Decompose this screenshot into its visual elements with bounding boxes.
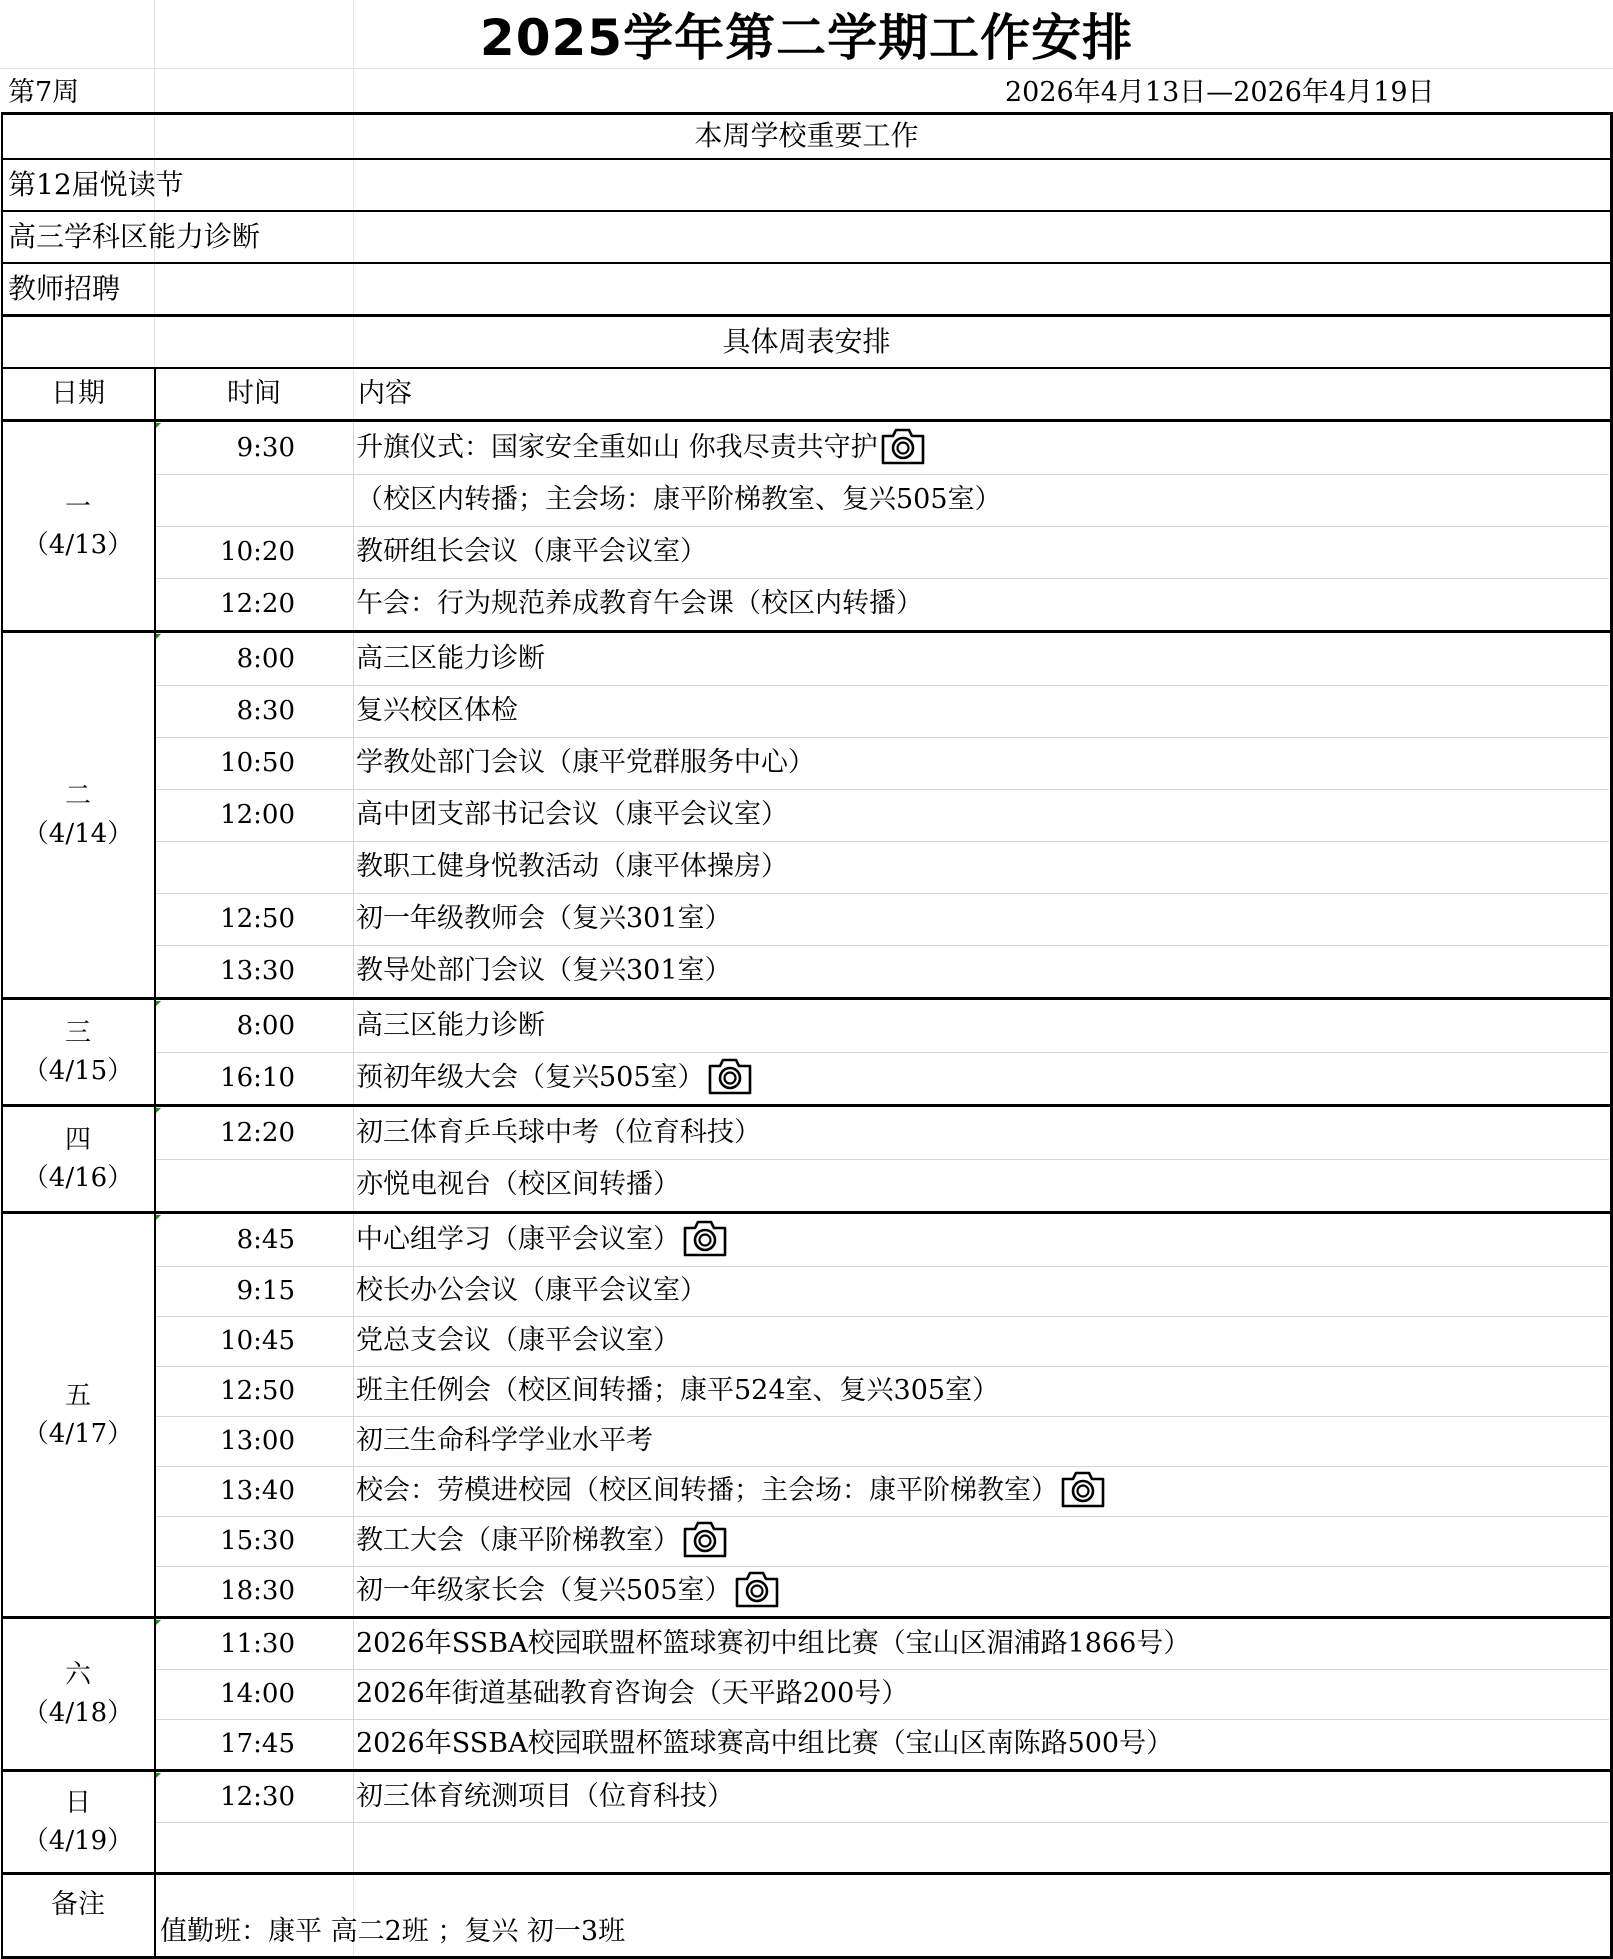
time-cell: 12:20 — [220, 1118, 295, 1148]
content-cell: 教职工健身悦教活动（康平体操房） — [356, 851, 788, 882]
cell-marker — [156, 1108, 161, 1113]
column-header-content: 内容 — [358, 378, 412, 409]
schedule-heading: 具体周表安排 — [722, 325, 891, 358]
content-cell: 教导处部门会议（复兴301室） — [356, 955, 732, 986]
time-cell: 9:15 — [236, 1276, 295, 1306]
column-divider — [154, 1619, 156, 1769]
column-divider — [154, 1000, 156, 1104]
time-cell: 16:10 — [220, 1063, 295, 1093]
camera-icon — [734, 1569, 780, 1609]
page-title: 2025学年第二学期工作安排 — [479, 9, 1134, 67]
day-cell — [2, 1377, 154, 1453]
day-date-label: （4/17） — [22, 1419, 134, 1449]
column-divider-time — [353, 1772, 354, 1872]
duty-class-text: 值勤班：康平 高二2班 ；复兴 初一3班 — [160, 1916, 626, 1947]
row-divider — [1, 1872, 1613, 1875]
content-cell: 校长办公会议（康平会议室） — [356, 1275, 707, 1306]
important-item: 教师招聘 — [8, 272, 121, 305]
column-divider-time — [353, 1214, 354, 1616]
column-divider — [154, 369, 156, 419]
camera-icon — [707, 1056, 753, 1096]
important-item: 第12届悦读节 — [8, 168, 184, 201]
content-cell: 校会：劳模进校园（校区间转播；主会场：康平阶梯教室） — [356, 1466, 1106, 1516]
day-cell — [2, 1784, 154, 1860]
content-cell: 初三生命科学学业水平考 — [356, 1425, 653, 1456]
day-date-label: （4/15） — [22, 1056, 134, 1086]
row-subdivider — [155, 1822, 1609, 1823]
day-date-label: （4/18） — [22, 1698, 134, 1728]
cell-marker — [156, 1001, 161, 1006]
day-date-label: （4/14） — [22, 819, 134, 849]
column-divider-time — [353, 1619, 354, 1769]
content-cell: 班主任例会（校区间转播；康平524室、复兴305室） — [356, 1375, 1000, 1406]
column-header-date: 日期 — [51, 378, 105, 409]
content-cell: 学教处部门会议（康平党群服务中心） — [356, 747, 815, 778]
time-cell: 13:00 — [220, 1426, 295, 1456]
day-cell — [2, 777, 154, 853]
column-divider-time — [353, 1000, 354, 1104]
time-cell: 12:20 — [220, 589, 295, 619]
weekday-label: 五 — [64, 1381, 91, 1411]
camera-icon — [682, 1218, 728, 1258]
cell-marker — [156, 1773, 161, 1778]
column-divider — [154, 1214, 156, 1616]
content-cell: 初三体育乒乓球中考（位育科技） — [356, 1117, 761, 1148]
weekday-label: 一 — [64, 492, 91, 522]
important-work-heading: 本周学校重要工作 — [694, 119, 919, 152]
content-cell: 预初年级大会（复兴505室） — [356, 1052, 753, 1104]
column-divider — [154, 1853, 156, 1956]
day-cell — [2, 1656, 154, 1732]
content-cell: 高三区能力诊断 — [356, 643, 545, 674]
content-cell: 教研组长会议（康平会议室） — [356, 536, 707, 567]
important-item: 高三学科区能力诊断 — [8, 220, 261, 253]
row-divider — [1, 158, 1613, 160]
column-divider-time — [353, 422, 354, 630]
time-cell: 11:30 — [220, 1629, 295, 1659]
weekday-label: 三 — [64, 1018, 91, 1048]
week-label: 第7周 — [8, 77, 80, 108]
time-cell: 15:30 — [220, 1526, 295, 1556]
content-cell: 升旗仪式：国家安全重如山 你我尽责共守护 — [356, 422, 926, 474]
time-cell — [155, 841, 295, 893]
time-cell: 8:30 — [236, 696, 295, 726]
weekday-label: 日 — [64, 1788, 91, 1818]
content-cell: 高中团支部书记会议（康平会议室） — [356, 799, 788, 830]
time-cell: 10:20 — [220, 537, 295, 567]
content-cell: 2026年街道基础教育咨询会（天平路200号） — [356, 1678, 909, 1709]
column-header-time: 时间 — [227, 378, 281, 409]
content-cell: （校区内转播；主会场：康平阶梯教室、复兴505室） — [356, 484, 1002, 515]
day-cell — [2, 1121, 154, 1197]
cell-marker — [156, 1620, 161, 1625]
column-divider — [154, 633, 156, 997]
cell-marker — [156, 1215, 161, 1220]
content-cell: 复兴校区体检 — [356, 695, 518, 726]
content-cell: 亦悦电视台（校区间转播） — [356, 1169, 680, 1200]
time-cell: 8:00 — [236, 644, 295, 674]
day-cell — [2, 488, 154, 564]
content-cell: 2026年SSBA校园联盟杯篮球赛初中组比赛（宝山区湄浦路1866号） — [356, 1628, 1191, 1659]
time-cell — [155, 1159, 295, 1211]
content-cell: 教工大会（康平阶梯教室） — [356, 1516, 728, 1566]
cell-marker — [156, 423, 161, 428]
weekday-label: 四 — [64, 1125, 91, 1155]
time-cell: 9:30 — [236, 433, 295, 463]
time-cell — [155, 474, 295, 526]
content-cell: 初一年级教师会（复兴301室） — [356, 903, 732, 934]
camera-icon — [880, 426, 926, 466]
time-cell: 10:45 — [220, 1326, 295, 1356]
remarks-label: 备注 — [51, 1889, 105, 1920]
day-cell — [2, 1014, 154, 1090]
column-divider — [154, 1107, 156, 1211]
time-cell: 12:50 — [220, 1376, 295, 1406]
column-divider-time — [353, 1107, 354, 1211]
time-cell: 10:50 — [220, 748, 295, 778]
time-cell: 12:00 — [220, 800, 295, 830]
time-cell: 13:30 — [220, 956, 295, 986]
content-cell: 中心组学习（康平会议室） — [356, 1214, 728, 1266]
time-cell — [155, 1822, 295, 1872]
time-cell: 14:00 — [220, 1679, 295, 1709]
camera-icon — [1060, 1469, 1106, 1509]
weekday-label: 二 — [64, 781, 91, 811]
time-cell: 18:30 — [220, 1576, 295, 1606]
day-date-label: （4/19） — [22, 1826, 134, 1856]
weekday-label: 六 — [64, 1660, 91, 1690]
time-cell: 8:00 — [236, 1011, 295, 1041]
time-cell: 8:45 — [236, 1225, 295, 1255]
content-cell: 午会：行为规范养成教育午会课（校区内转播） — [356, 588, 923, 619]
column-divider-time — [353, 633, 354, 997]
content-cell: 2026年SSBA校园联盟杯篮球赛高中组比赛（宝山区南陈路500号） — [356, 1728, 1174, 1759]
content-cell: 初三体育统测项目（位育科技） — [356, 1781, 734, 1812]
cell-marker — [156, 634, 161, 639]
time-cell: 12:50 — [220, 904, 295, 934]
time-cell: 17:45 — [220, 1729, 295, 1759]
day-date-label: （4/16） — [22, 1163, 134, 1193]
content-cell: 党总支会议（康平会议室） — [356, 1325, 680, 1356]
camera-icon — [682, 1519, 728, 1559]
row-divider — [1, 262, 1613, 264]
content-cell: 初一年级家长会（复兴505室） — [356, 1566, 780, 1616]
day-date-label: （4/13） — [22, 530, 134, 560]
column-divider — [154, 422, 156, 630]
time-cell: 12:30 — [220, 1782, 295, 1812]
time-cell: 13:40 — [220, 1476, 295, 1506]
content-cell: 高三区能力诊断 — [356, 1010, 545, 1041]
date-range: 2026年4月13日—2026年4月19日 — [1005, 77, 1435, 108]
